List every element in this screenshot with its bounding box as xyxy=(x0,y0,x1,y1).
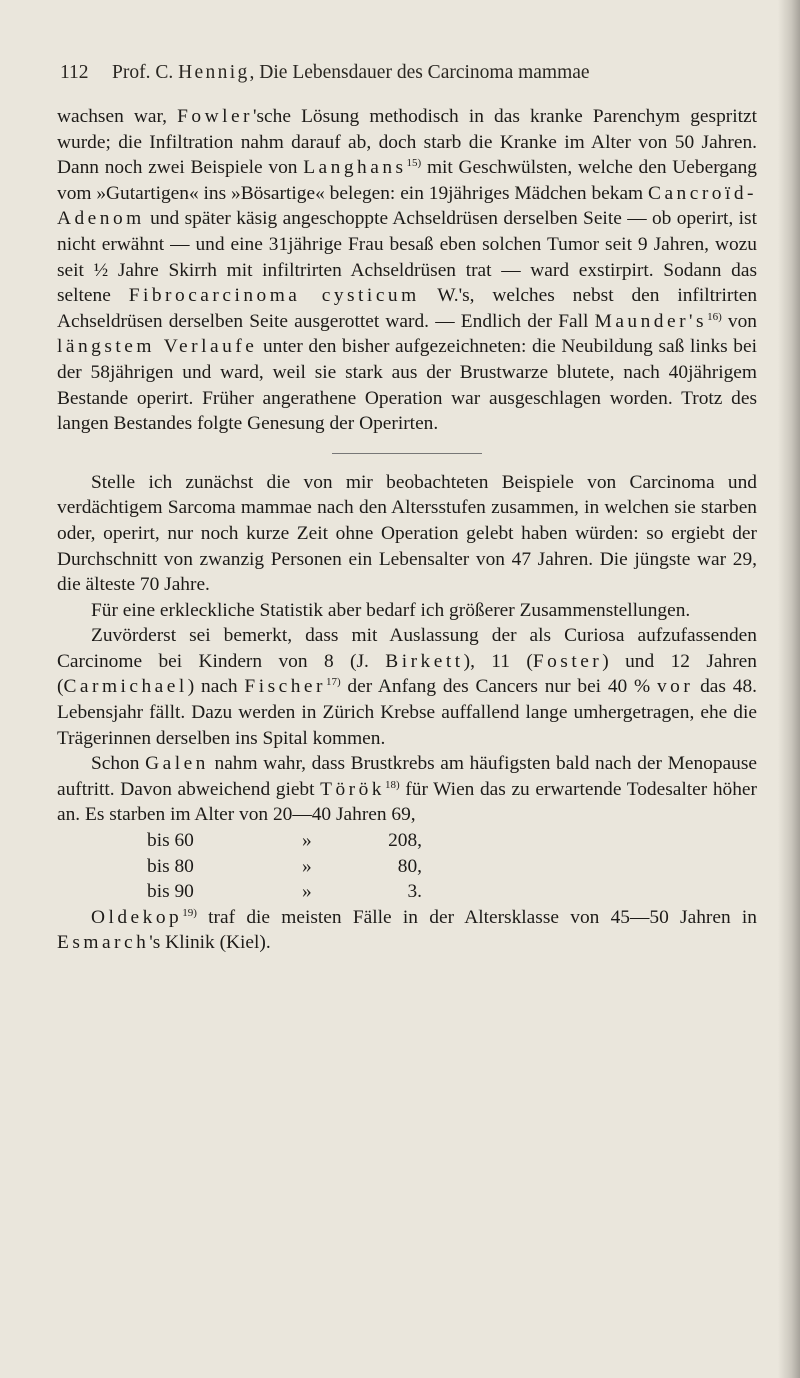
author-name: Fowler xyxy=(177,106,254,127)
author-name: Oldekop xyxy=(91,906,183,928)
table-row xyxy=(57,879,757,905)
emphasized-term: längstem Verlaufe xyxy=(57,336,258,358)
table-cell-age: bis 80 xyxy=(147,855,194,877)
author-name: Foster xyxy=(532,650,603,672)
footnote-ref: 15) xyxy=(406,157,422,170)
text-run: das 48. Lebensjahr fällt. Dazu werden in Zürich Krebse auffallend lange umhergetragen, ehe die Trägerinnen derselben ins Spital kommen. xyxy=(57,676,757,749)
text-run: wachsen war, xyxy=(57,106,178,127)
text-run: ) nach xyxy=(187,676,245,698)
text-run: von xyxy=(721,310,758,332)
table-cell-count: 3. xyxy=(407,881,422,903)
author-name: Galen xyxy=(145,753,209,775)
author-name: Fischer xyxy=(244,676,326,698)
author-name: Török xyxy=(320,778,385,800)
text-run: unter den bisher aufgezeichneten: die Neubildung saß links bei der 58jährigen und ward, weil sie stark aus der Brustwarze blutete, nach 40jährigem Bestande operirt. Früher angerathene Operation war ausgeschlagen worden. Trotz des langen Bestandes folgte Genesung der Operirten. xyxy=(57,336,757,435)
table-cell-count: 80, xyxy=(397,855,422,877)
emphasized-term: vor xyxy=(656,676,694,698)
section-divider xyxy=(332,453,482,454)
text-run: der Anfang des Cancers nur bei 40 % xyxy=(340,676,657,698)
text-run: traf die meisten Fälle in der Altersklasse von 45—50 Jahren in xyxy=(196,906,757,928)
text-run: nahm wahr, dass Brustkrebs am häufigsten bald nach der Menopause auftritt. Davon abweichend giebt xyxy=(57,753,758,800)
paragraph-6 xyxy=(57,905,757,956)
text-run: ) und 12 Jahren ( xyxy=(57,650,757,698)
table-cell-ditto: » xyxy=(302,855,312,877)
footnote-ref: 16) xyxy=(707,310,722,323)
emphasized-term: Fibrocarcinoma cysticum xyxy=(128,285,420,307)
header-author-name: Hennig xyxy=(178,62,250,83)
header-title: , Die Lebensdauer des Carcinoma mammae xyxy=(249,62,590,83)
page-body xyxy=(57,104,757,956)
table-row xyxy=(57,854,757,880)
paragraph-1 xyxy=(57,104,757,437)
author-name: Maunder's xyxy=(594,310,708,332)
text-run: W.'s, welches nebst den infiltrirten Achseldrüsen derselben Seite ausgerottet ward. — Endlich der Fall xyxy=(57,285,758,332)
table-cell-age: bis 60 xyxy=(147,830,194,852)
running-header xyxy=(60,62,760,84)
author-name: Langhans xyxy=(303,157,407,179)
author-name: Birkett xyxy=(385,650,464,672)
table-cell-age: bis 90 xyxy=(147,881,194,903)
age-table xyxy=(57,828,757,905)
footnote-ref: 19) xyxy=(182,906,197,919)
paragraph-3: Für eine erkleckliche Statistik aber bedarf ich größerer Zusammenstellungen. xyxy=(91,599,691,621)
page-number: 112 xyxy=(60,62,89,83)
text-run: Zuvörderst sei bemerkt, dass mit Auslassung der als Curiosa aufzufassenden Carcinome bei Kindern von 8 (J. xyxy=(57,625,757,672)
text-run: ), 11 ( xyxy=(463,650,533,672)
table-row xyxy=(57,828,757,854)
paragraph-5 xyxy=(57,751,757,828)
author-name: Carmichael xyxy=(63,676,188,698)
header-author-prefix: Prof. C. xyxy=(112,62,179,83)
paragraph-2: Stelle ich zunächst die von mir beobachteten Beispiele von Carcinoma und verdächtigem Sarcoma mammae nach den Altersstufen zusammen, in welchen sie starben oder, operirt, nur noch kurze Zeit ohne Operation gelebt haben würden: so ergiebt der Durchschnitt von zwanzig Personen ein Lebensalter von 47 Jahren. Die jüngste war 29, die älteste 70 Jahre. xyxy=(57,471,757,596)
table-cell-count: 208, xyxy=(388,830,422,852)
footnote-ref: 17) xyxy=(325,676,341,689)
table-cell-ditto: » xyxy=(302,881,312,903)
text-run: mit Geschwülsten, welche den Uebergang vom »Gutartigen« ins »Bösartige« belegen: ein 19jähriges Mädchen bekam xyxy=(57,157,757,204)
text-run: für Wien das zu erwartende Todesalter höher an. Es starben im Alter von 20—40 Jahren 69, xyxy=(57,778,757,826)
text-run: 'sche Lösung methodisch in das kranke Parenchym gespritzt wurde; die Infiltration nahm darauf ab, doch starb die Kranke im Alter von 50 Jahren. Dann noch zwei Beispiele von xyxy=(57,106,757,179)
emphasized-term: Cancroïd-Adenom xyxy=(57,182,757,230)
text-run: und später käsig angeschoppte Achseldrüsen derselben Seite — ob operirt, ist nicht erwähnt — und eine 31jährige Frau besaß eben solchen Tumor seit 9 Jahren, wozu seit ½ Jahre Skirrh mit infiltrirten Achseldrüsen trat — ward exstirpirt. Sodann das seltene xyxy=(57,208,757,307)
page-edge-shadow xyxy=(778,0,800,1378)
paragraph-4 xyxy=(57,623,757,751)
text-run: 's Klinik (Kiel). xyxy=(149,932,271,954)
text-run: Schon xyxy=(91,753,146,775)
author-name: Esmarch xyxy=(57,932,150,954)
table-cell-ditto: » xyxy=(302,830,312,852)
footnote-ref: 18) xyxy=(385,778,400,791)
